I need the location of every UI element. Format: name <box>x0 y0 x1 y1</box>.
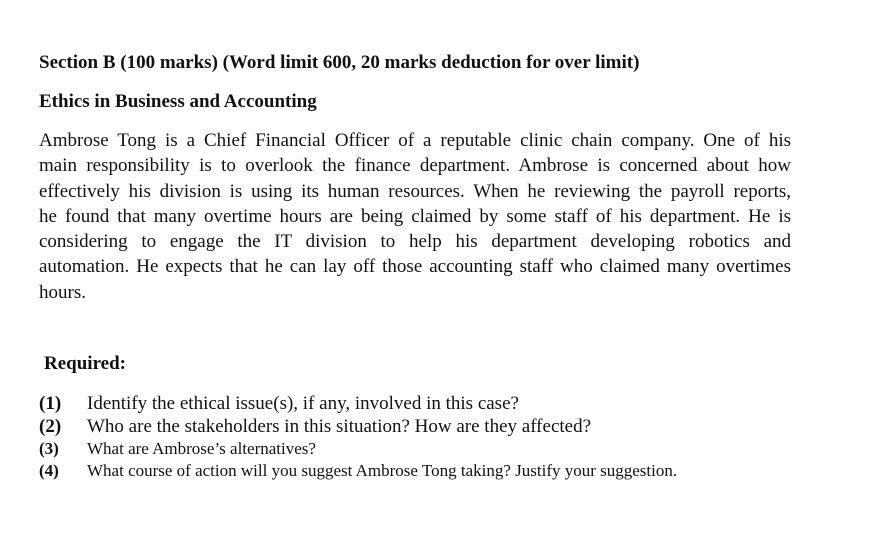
case-paragraph-line: he found that many overtime hours are being claimed by some staff of his department. He is <box>39 205 791 227</box>
question-text: Who are the stakeholders in this situation? How are they affected? <box>87 415 592 437</box>
question-item <box>39 416 799 439</box>
question-list <box>39 393 799 482</box>
topic-heading: Ethics in Business and Accounting <box>39 91 317 112</box>
question-item <box>39 393 799 416</box>
case-paragraph-line: considering to engage the IT division to help his department developing robotics and <box>39 231 791 253</box>
question-item <box>39 438 799 460</box>
question-number: (1) <box>39 393 62 414</box>
section-heading: Section B (100 marks) (Word limit 600, 20 marks deduction for over limit) <box>39 52 640 73</box>
question-item <box>39 460 799 482</box>
question-number: (2) <box>39 415 62 437</box>
case-paragraph-line: effectively his division is using its human resources. When he reviewing the payroll reports, <box>39 180 791 202</box>
question-text: What are Ambrose’s alternatives? <box>87 439 316 458</box>
case-paragraph-line: hours. <box>39 281 86 303</box>
question-number: (3) <box>39 439 59 458</box>
case-paragraph-line: main responsibility is to overlook the finance department. Ambrose is concerned about how <box>39 155 791 177</box>
question-number: (4) <box>39 461 59 480</box>
question-text: What course of action will you suggest Ambrose Tong taking? Justify your suggestion. <box>87 461 678 480</box>
question-text: Identify the ethical issue(s), if any, involved in this case? <box>87 393 519 414</box>
case-paragraph <box>39 128 791 305</box>
required-heading: Required: <box>44 353 126 374</box>
case-paragraph-line: automation. He expects that he can lay off those accounting staff who claimed many overtimes <box>39 256 791 278</box>
case-paragraph-line: Ambrose Tong is a Chief Financial Officer of a reputable clinic chain company. One of his <box>39 130 791 151</box>
